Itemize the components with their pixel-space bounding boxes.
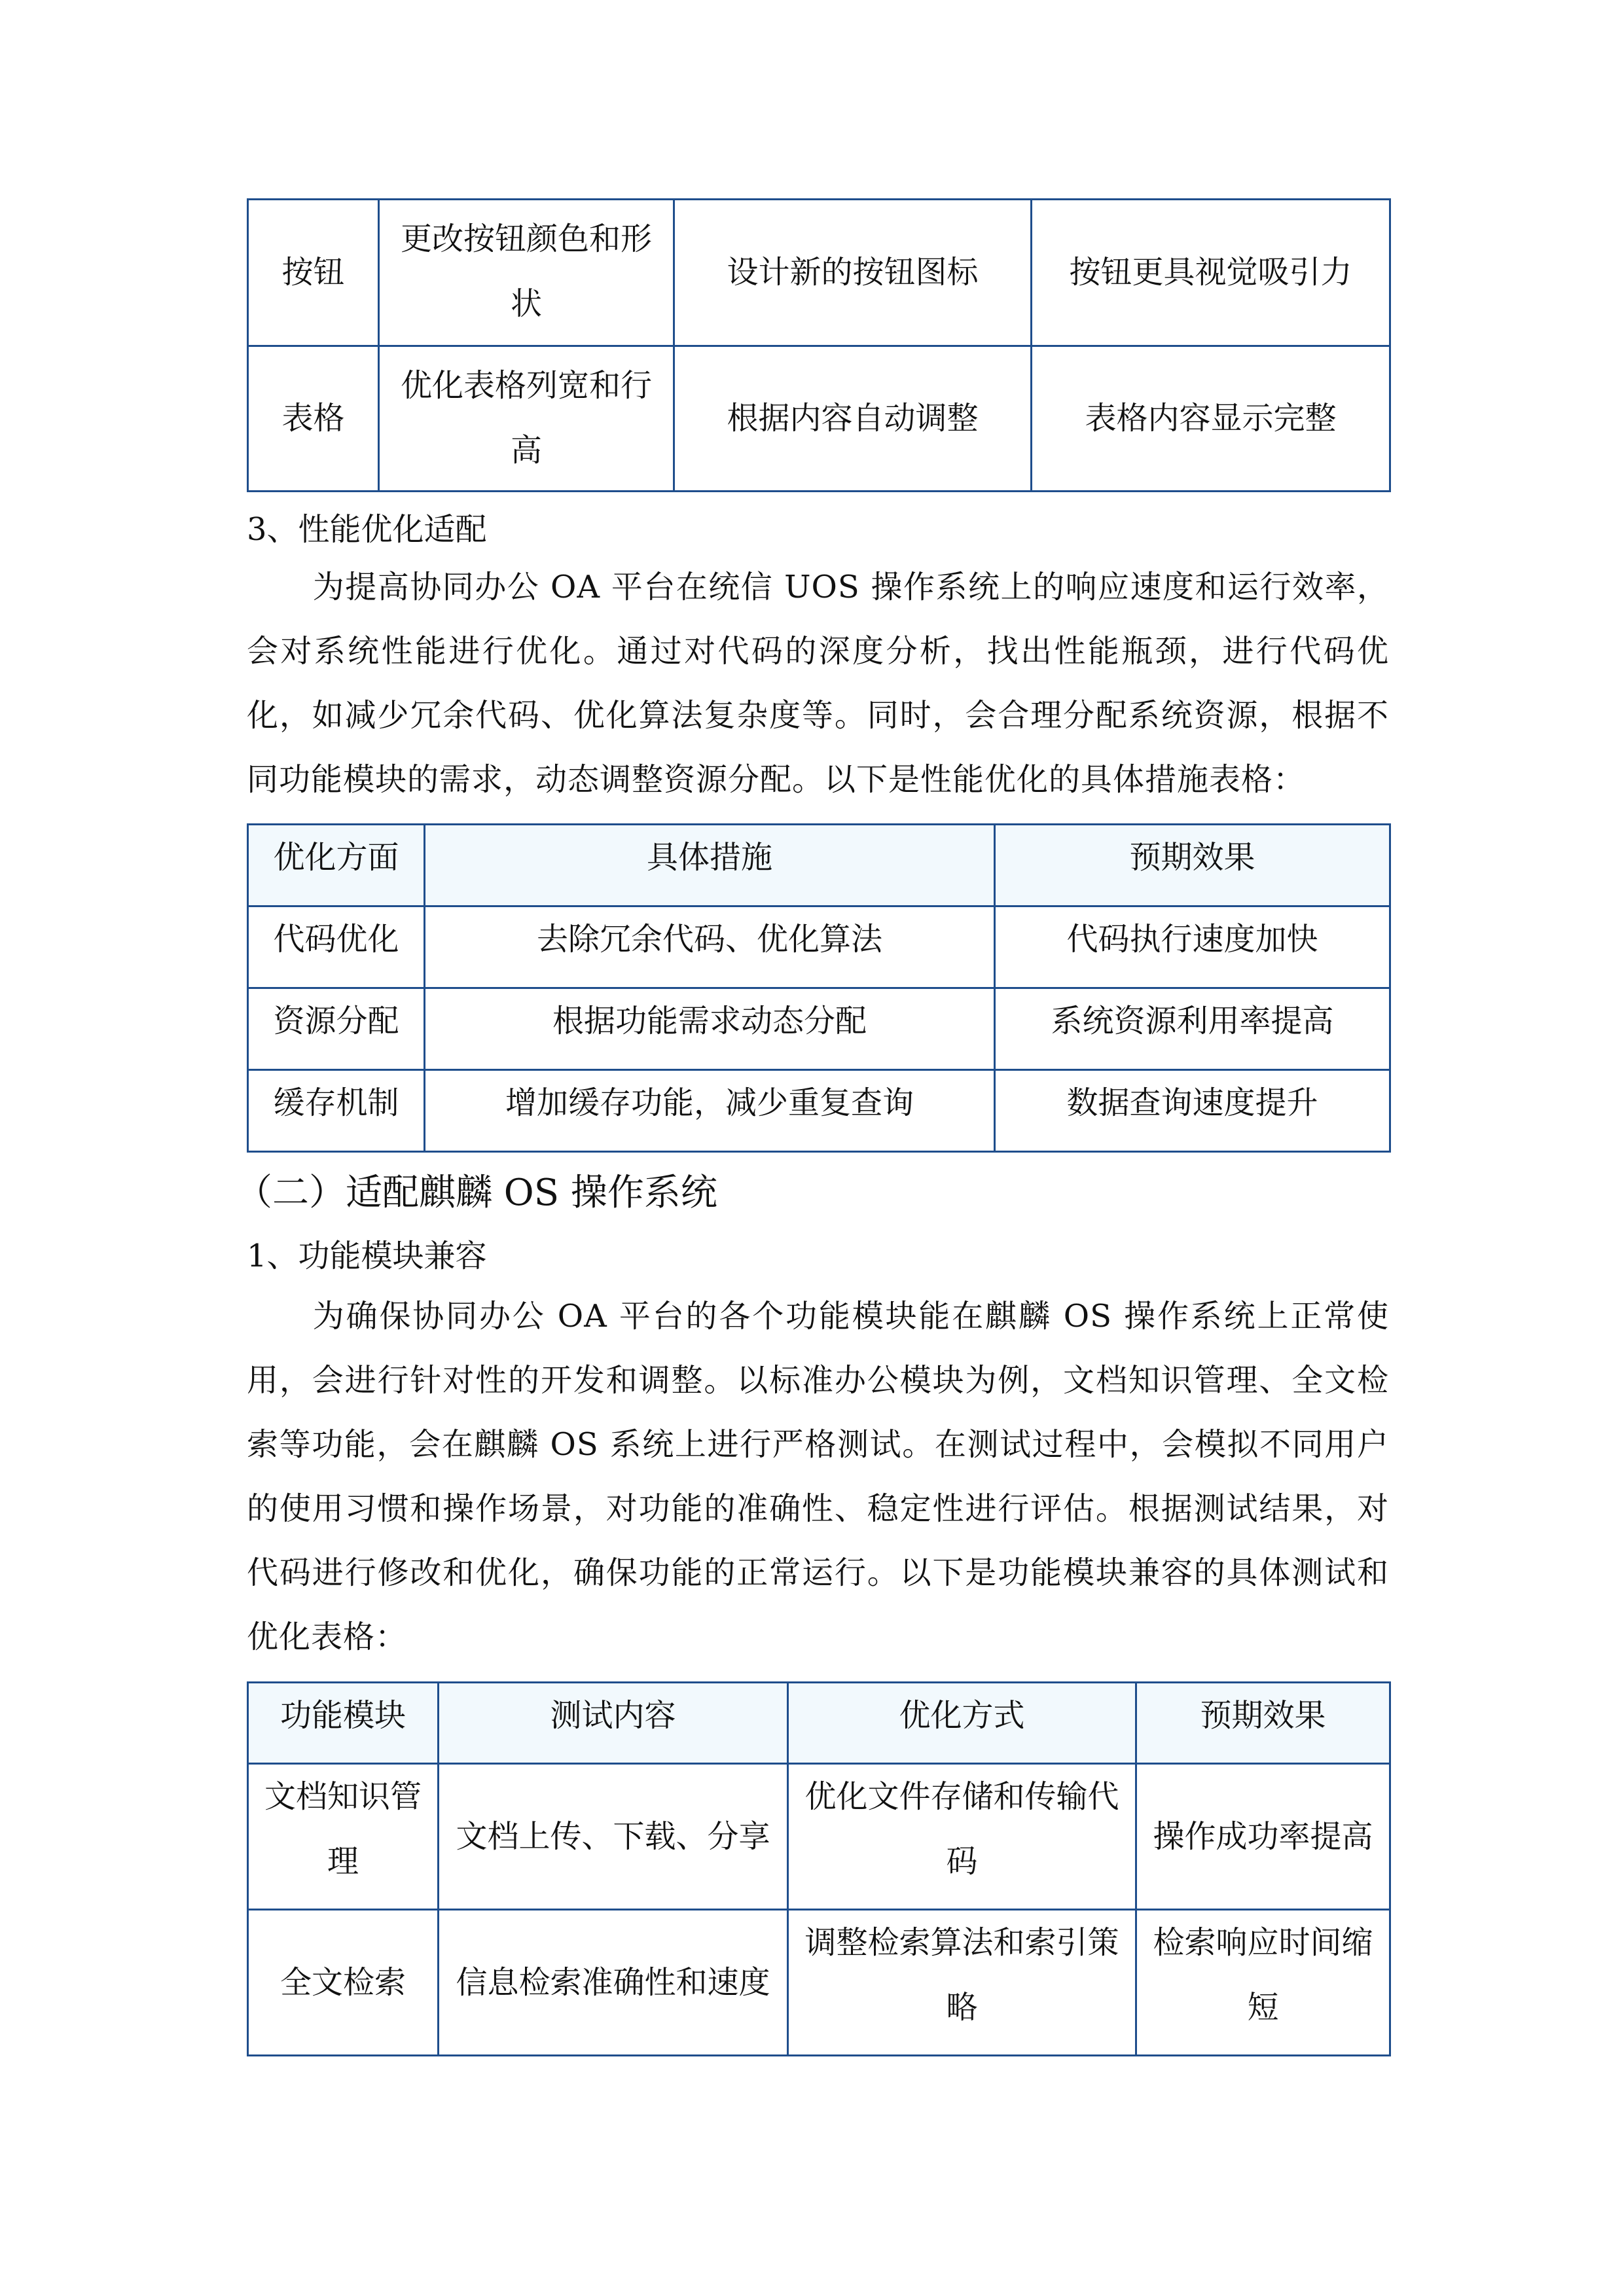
section-heading: 1、功能模块兼容 (247, 1238, 487, 1274)
table-cell: 检索响应时间缩短 (1136, 1910, 1390, 2056)
column-header: 优化方面 (248, 825, 425, 906)
table-cell: 优化文件存储和传输代码 (788, 1764, 1136, 1910)
table-cell: 文档知识管理 (248, 1764, 439, 1910)
table-cell: 按钮更具视觉吸引力 (1032, 200, 1390, 346)
table-cell: 调整检索算法和索引策略 (788, 1910, 1136, 2056)
table-row (248, 988, 1390, 1070)
column-header: 预期效果 (995, 825, 1390, 906)
table-row (248, 906, 1390, 988)
section-heading: 3、性能优化适配 (247, 511, 487, 548)
table-cell: 根据内容自动调整 (674, 346, 1032, 492)
table-cell: 增加缓存功能，减少重复查询 (425, 1070, 995, 1152)
table-cell: 优化表格列宽和行高 (379, 346, 674, 492)
body-paragraph: 为确保协同办公 OA 平台的各个功能模块能在麒麟 OS 操作系统上正常使用，会进行针对性的开发和调整。以标准办公模块为例，文档知识管理、全文检索等功能，会在麒麟 OS 系统上进行严格测试。在测试过程中，会模拟不同用户的使用习惯和操作场景，对功能的准确性、稳定性进行评估。根据测试结果，对代码进行修改和优化，确保功能的正常运行。以下是功能模块兼容的具体测试和优化表格： (247, 1298, 1389, 1655)
table-row (248, 346, 1390, 492)
table-cell: 设计新的按钮图标 (674, 200, 1032, 346)
column-header: 功能模块 (248, 1683, 439, 1764)
ui-optimization-table (247, 198, 1391, 492)
table-cell: 表格 (248, 346, 379, 492)
table-row (248, 1910, 1390, 2056)
table-cell: 全文检索 (248, 1910, 439, 2056)
table-cell: 系统资源利用率提高 (995, 988, 1390, 1070)
table-row (248, 1070, 1390, 1152)
table-cell: 更改按钮颜色和形状 (379, 200, 674, 346)
table-cell: 按钮 (248, 200, 379, 346)
table-cell: 资源分配 (248, 988, 425, 1070)
column-header: 预期效果 (1136, 1683, 1390, 1764)
table-row (248, 1764, 1390, 1910)
table-cell: 数据查询速度提升 (995, 1070, 1390, 1152)
column-header: 测试内容 (439, 1683, 788, 1764)
module-compat-table (247, 1681, 1391, 2056)
table-cell: 去除冗余代码、优化算法 (425, 906, 995, 988)
chapter-heading: （二）适配麒麟 OS 操作系统 (236, 1172, 717, 1214)
column-header: 具体措施 (425, 825, 995, 906)
table-cell: 缓存机制 (248, 1070, 425, 1152)
table-cell: 表格内容显示完整 (1032, 346, 1390, 492)
table-header-row (248, 825, 1390, 906)
table-row (248, 200, 1390, 346)
table-cell: 根据功能需求动态分配 (425, 988, 995, 1070)
body-paragraph: 为提高协同办公 OA 平台在统信 UOS 操作系统上的响应速度和运行效率，会对系统性能进行优化。通过对代码的深度分析，找出性能瓶颈，进行代码优化，如减少冗余代码、优化算法复杂度等。同时，会合理分配系统资源，根据不同功能模块的需求，动态调整资源分配。以下是性能优化的具体措施表格： (247, 569, 1389, 798)
table-cell: 代码执行速度加快 (995, 906, 1390, 988)
table-cell: 代码优化 (248, 906, 425, 988)
table-cell: 文档上传、下载、分享 (439, 1764, 788, 1910)
table-header-row (248, 1683, 1390, 1764)
table-cell: 信息检索准确性和速度 (439, 1910, 788, 2056)
performance-table (247, 823, 1391, 1153)
column-header: 优化方式 (788, 1683, 1136, 1764)
table-cell: 操作成功率提高 (1136, 1764, 1390, 1910)
